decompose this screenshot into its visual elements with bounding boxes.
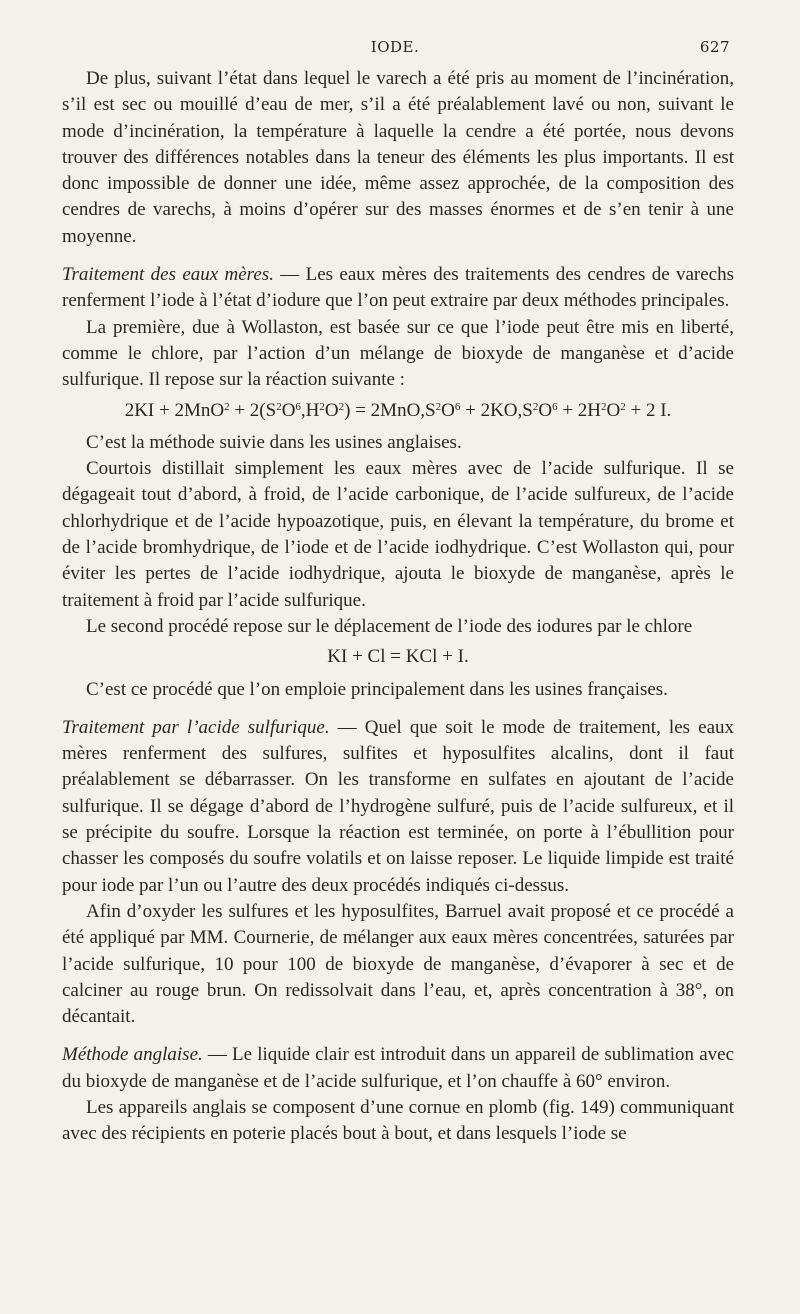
section-traitement-acide-sulfurique xyxy=(62,715,734,899)
paragraph: La première, due à Wollaston, est basée sur ce que l’iode peut être mis en liberté, comme le chlore, par l’action d’un mélange de bioxyde de manganèse et d’acide sulfurique. Il repose sur la réaction suivante : xyxy=(62,316,734,391)
section-title: Traitement des eaux mères. xyxy=(62,264,274,286)
paragraph: Le second procédé repose sur le déplacement de l’iode des iodures par le chlore xyxy=(86,615,693,637)
paragraph: Courtois distillait simplement les eaux mères avec de l’acide sulfurique. Il se dégageait tout d’abord, à froid, de l’acide carbonique, de l’acide sulfureux, de l’acide chlorhydrique et de l’acide hypoazotique, puis, en élevant la température, du brome et de l’acide bromhydrique, de l’iode et de l’acide iodhydrique. C’est Wollaston qui, pour éviter les pertes de l’acide iodhydrique, ajouta le bioxyde de manganèse, après le traitement à froid par l’acide sulfurique. xyxy=(62,458,734,611)
running-header xyxy=(60,38,730,58)
body-text xyxy=(62,66,734,1148)
section-text: — Quel que soit le mode de traitement, les eaux mères renferment des sulfures, sulfites et hyposulfites alcalins, dont il faut préalablement se débarrasser. On les transforme en sulfates en ajoutant de l’acide sulfurique. Il se dégage d’abord de l’hydrogène sulfuré, puis de l’acide sulfureux, et il se précipite du soufre. Lorsque la réaction est terminée, on porte à l’ébullition pour chasser les composés du soufre volatils et on laisse reposer. Le liquide limpide est traité pour iode par l’un ou l’autre des deux procédés indiqués ci-dessus. xyxy=(62,716,734,896)
paragraph: De plus, suivant l’état dans lequel le varech a été pris au moment de l’incinération, s’il est sec ou mouillé d’eau de mer, s’il a été préalablement lavé ou non, suivant le mode d’incinération, la température à laquelle la cendre a été portée, nous devons trouver des différences notables dans la teneur des éléments les plus importants. Il est donc impossible de donner une idée, même assez approchée, de la composition des cendres de varechs, à moins d’opérer sur des masses énormes et de s’en tenir à une moyenne. xyxy=(62,68,734,247)
formula-wollaston: $2KI + 2MnO^2 + 2(S^2O^6,H^2O^2) = 2MnO,S^2O^6 + 2KO,S^2O^6 + 2H^2O^2 + 2$ I. xyxy=(124,399,672,421)
section-methode-anglaise xyxy=(62,1042,734,1095)
section-title: Méthode anglaise. xyxy=(62,1044,203,1066)
page-number: 627 xyxy=(699,38,730,56)
paragraph: Les appareils anglais se composent d’une cornue en plomb (fig. 149) communiquant avec des récipients en poterie placés bout à bout, et dans lesquels l’iode se xyxy=(62,1096,734,1145)
paragraph: C’est la méthode suivie dans les usines anglaises. xyxy=(86,431,462,453)
section-text: — Le liquide clair est introduit dans un appareil de sublimation avec du bioxyde de manganèse et de l’acide sulfurique, et l’on chauffe à 60° environ. xyxy=(62,1044,734,1092)
section-title: Traitement par l’acide sulfurique. xyxy=(62,716,330,738)
running-title: IODE. xyxy=(370,38,420,56)
paragraph: Afin d’oxyder les sulfures et les hyposulfites, Barruel avait proposé et ce procédé a été appliqué par MM. Cournerie, de mélanger aux eaux mères concentrées, saturées par l’acide sulfurique, 10 pour 100 de bioxyde de manganèse, d’évaporer à sec et de calciner au rouge brun. On redissolvait dans l’eau, et, après concentration à 38°, on décantait. xyxy=(62,900,734,1028)
formula-chlore: KI + Cl = KCl + I. xyxy=(327,646,469,668)
section-text: — Les eaux mères des traitements des cendres de varechs renferment l’iode à l’état d’iodure que l’on peut extraire par deux méthodes principales. xyxy=(62,264,734,312)
paragraph: C’est ce procédé que l’on emploie principalement dans les usines françaises. xyxy=(86,678,668,700)
section-traitement-eaux-meres xyxy=(62,262,734,315)
